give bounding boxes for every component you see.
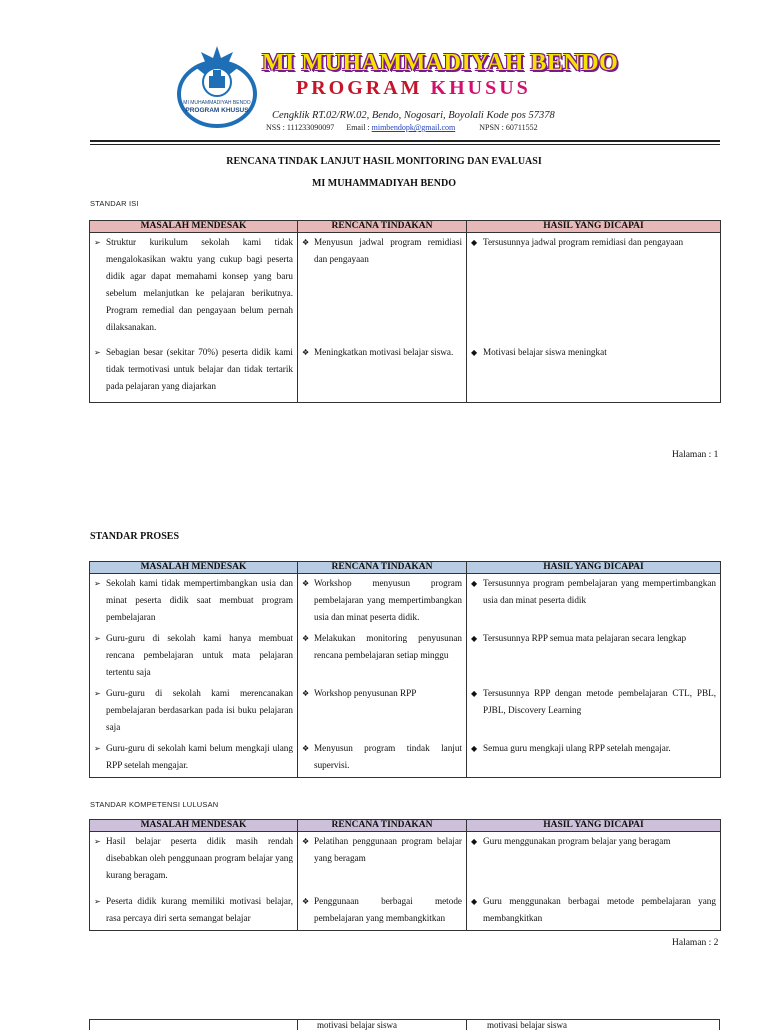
arrow-bullet-icon: ➢: [94, 744, 101, 753]
rencana-cell: Menyusun program tindak lanjut supervisi.: [314, 743, 462, 770]
table-standar-proses: [89, 561, 721, 778]
diamond-flower-bullet-icon: ❖: [302, 634, 310, 643]
header-masalah: MASALAH MENDESAK: [90, 221, 298, 233]
diamond-bullet-icon: ◆: [471, 744, 478, 753]
school-contacts: [266, 123, 538, 132]
table-row: [90, 832, 721, 892]
hasil-cell: Guru menggunakan berbagai metode pembelajaran yang membangkitkan: [483, 895, 716, 923]
section-label-proses: STANDAR PROSES: [90, 531, 179, 542]
diamond-flower-bullet-icon: ❖: [302, 837, 310, 846]
diamond-bullet-icon: ◆: [471, 896, 478, 906]
school-address: Cengklik RT.02/RW.02, Bendo, Nogosari, Boyolali Kode pos 57378: [272, 110, 555, 121]
diamond-flower-bullet-icon: ❖: [302, 896, 310, 906]
school-logo: [176, 44, 258, 128]
letterhead-rule-thin: [90, 144, 720, 145]
diamond-flower-bullet-icon: ❖: [302, 744, 310, 753]
table-header-row: [90, 820, 721, 832]
npsn-text: NPSN : 60711552: [479, 123, 538, 132]
page-number: Halaman : 2: [672, 938, 719, 948]
hasil-cell: Semua guru mengkaji ulang RPP setelah mengajar.: [483, 743, 671, 753]
arrow-bullet-icon: ➢: [94, 347, 101, 357]
hasil-cell: Tersusunnya RPP semua mata pelajaran secara lengkap: [483, 633, 687, 643]
table-header-row: [90, 221, 721, 233]
header-masalah: MASALAH MENDESAK: [90, 820, 298, 832]
rencana-cell: motivasi belajar siswa: [317, 1020, 397, 1030]
email-link[interactable]: mimbendopk@gmail.com: [371, 123, 456, 132]
diamond-bullet-icon: ◆: [471, 347, 478, 357]
diamond-bullet-icon: ◆: [471, 837, 478, 846]
masalah-cell: Guru-guru di sekolah kami belum mengkaji ulang RPP setelah mengajar.: [106, 743, 293, 770]
rencana-cell: Workshop penyusunan RPP: [314, 688, 417, 698]
column-divider: [466, 1020, 467, 1030]
hasil-cell: Tersusunnya program pembelajaran yang mempertimbangkan usia dan minat peserta didik: [483, 578, 716, 605]
email-label: Email :: [346, 123, 370, 132]
arrow-bullet-icon: ➢: [94, 579, 101, 588]
partial-table-page3: [89, 1019, 720, 1030]
table-row: [90, 574, 721, 630]
arrow-bullet-icon: ➢: [94, 238, 101, 247]
rencana-cell: Meningkatkan motivasi belajar siswa.: [314, 346, 454, 357]
table-standar-kompetensi-lulusan: [89, 819, 721, 931]
column-divider: [719, 1020, 720, 1030]
diamond-flower-bullet-icon: ❖: [302, 579, 310, 588]
table-row: [90, 343, 721, 403]
table-row: [90, 684, 721, 739]
program-name: [296, 77, 531, 100]
program-text: PROGRAM: [296, 77, 431, 99]
diamond-flower-bullet-icon: ❖: [302, 689, 310, 698]
document-title: RENCANA TINDAK LANJUT HASIL MONITORING DAN EVALUASI: [226, 156, 542, 167]
header-rencana: RENCANA TINDAKAN: [298, 820, 467, 832]
table-row: [90, 892, 721, 931]
logo-text-2: PROGRAM KHUSUS: [185, 107, 249, 114]
masalah-cell: Peserta didik kurang memiliki motivasi belajar, rasa percaya diri serta semangat belajar: [106, 895, 293, 923]
table-row: [90, 629, 721, 684]
rencana-cell: Menyusun jadwal program remidiasi dan pengayaan: [314, 237, 462, 264]
arrow-bullet-icon: ➢: [94, 634, 101, 643]
rencana-cell: Workshop menyusun program pembelajaran yang mempertimbangkan usia dan minat peserta didik.: [314, 578, 462, 622]
letterhead-rule: [90, 140, 720, 142]
document-subtitle: MI MUHAMMADIYAH BENDO: [311, 178, 457, 189]
header-hasil: HASIL YANG DICAPAI: [467, 820, 721, 832]
masalah-cell: Struktur kurikulum sekolah kami tidak mengalokasikan waktu yang cukup bagi peserta didik agar dapat memahami konsep yang baru sebelum melanjutkan ke pelajaran berikutnya. Program remedial dan pengayaan belum pernah dilaksanakan.: [106, 237, 293, 332]
hasil-cell: Guru menggunakan program belajar yang beragam: [483, 836, 671, 846]
rencana-cell: Pelatihan penggunaan program belajar yang beragam: [314, 836, 462, 863]
header-hasil: HASIL YANG DICAPAI: [467, 562, 721, 574]
diamond-bullet-icon: ◆: [471, 579, 478, 588]
diamond-bullet-icon: ◆: [471, 634, 478, 643]
diamond-flower-bullet-icon: ❖: [302, 347, 310, 357]
masalah-cell: Hasil belajar peserta didik masih rendah disebabkan oleh penggunaan program belajar yang kurang beragam.: [106, 836, 293, 880]
masalah-cell: Guru-guru di sekolah kami merencanakan pembelajaran berdasarkan pada isi buku pelajaran saja: [106, 688, 293, 732]
column-divider: [89, 1020, 90, 1030]
hasil-cell: Motivasi belajar siswa meningkat: [483, 346, 607, 357]
page-number: Halaman : 1: [672, 450, 719, 460]
diamond-bullet-icon: ◆: [471, 238, 478, 247]
header-rencana: RENCANA TINDAKAN: [298, 221, 467, 233]
column-divider: [297, 1020, 298, 1030]
diamond-bullet-icon: ◆: [471, 689, 478, 698]
rencana-cell: Melakukan monitoring penyusunan rencana pembelajaran setiap minggu: [314, 633, 462, 660]
arrow-bullet-icon: ➢: [94, 689, 101, 698]
header-masalah: MASALAH MENDESAK: [90, 562, 298, 574]
table-standar-isi: [89, 220, 721, 403]
hasil-cell: Tersusunnya RPP dengan metode pembelajaran CTL, PBL, PJBL, Discovery Learning: [483, 688, 716, 715]
hasil-cell: Tersusunnya jadwal program remidiasi dan pengayaan: [483, 237, 684, 247]
school-name: MI MUHAMMADIYAH BENDO: [262, 50, 619, 76]
table-header-row: [90, 562, 721, 574]
table-row: [90, 739, 721, 778]
arrow-bullet-icon: ➢: [94, 896, 101, 906]
hasil-cell: motivasi belajar siswa: [487, 1020, 567, 1030]
diamond-flower-bullet-icon: ❖: [302, 238, 310, 247]
masalah-cell: Guru-guru di sekolah kami hanya membuat rencana pembelajaran untuk mata pelajaran tertentu saja: [106, 633, 293, 677]
section-label-skl: STANDAR KOMPETENSI LULUSAN: [90, 800, 219, 809]
header-hasil: HASIL YANG DICAPAI: [467, 221, 721, 233]
masalah-cell: Sebagian besar (sekitar 70%) peserta didik kami tidak termotivasi untuk belajar dan tidak tertarik pada pelajaran yang diajarkan: [106, 346, 293, 391]
masalah-cell: Sekolah kami tidak mempertimbangkan usia dan minat peserta didik saat membuat program pembelajaran: [106, 578, 293, 622]
table-row: [90, 233, 721, 343]
rencana-cell: Penggunaan berbagai metode pembelajaran yang membangkitkan: [314, 895, 462, 923]
logo-text-1: MI MUHAMMADIYAH BENDO: [183, 100, 251, 106]
section-label-isi: STANDAR ISI: [90, 199, 139, 208]
program-text-second-word: KHUSUS: [430, 77, 531, 99]
nss-text: NSS : 111233090097: [266, 123, 335, 132]
header-rencana: RENCANA TINDAKAN: [298, 562, 467, 574]
arrow-bullet-icon: ➢: [94, 837, 101, 846]
